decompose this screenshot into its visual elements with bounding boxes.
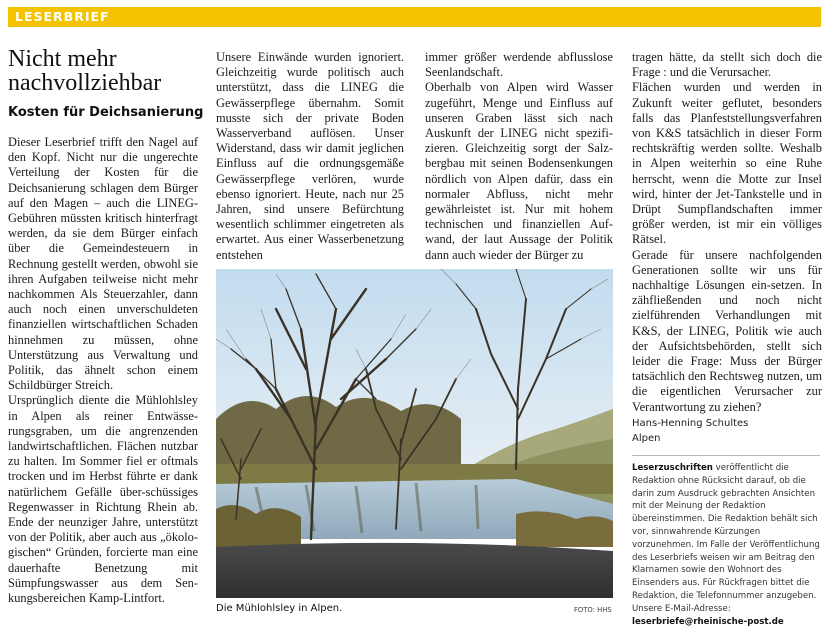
subheadline: Kosten für Deichsanierung <box>8 105 204 120</box>
notice-text: veröffentlicht die Redaktion ohne Rücksicht darauf, ob die darin zum Ausdruck gebrachten Ansichten mit der Meinung der Redaktion übereinstimmen. Die Redaktion behält sich vor, sinnwahrende Kürzungen vorzunehmen. Im Falle der Veröffentlichung des Leserbriefs weisen wir am Beitrag den Klarnamen sowie den Wohnort des Einsenders aus. Für Rückfragen bittet die Redaktion, die Telefonnummer anzugeben. Unsere E-Mail-Adresse: <box>632 463 820 614</box>
notice-lead: Leserzuschriften <box>632 463 713 473</box>
paragraph: Gerade für unsere nachfolgenden Generationen sollte wir uns für nachhaltige Lösungen ein-setzen. In zähfließenden und noch nicht zielführenden Verhandlungen mit K&S, der LINEG, Politik wie auch der Aufsichtsbehörden, stellt sich leider die Frage: Muss der Bürger tatsächlich den Rechtsweg nutzen, um die eigentlichen Verursacher zur Verantwortung zu ziehen? <box>632 247 822 414</box>
photo-caption: Die Mühlohlsley in Alpen. <box>216 603 343 614</box>
headline: Nicht mehr nachvollziehbar <box>8 46 162 96</box>
text-column-3 <box>425 50 613 263</box>
paragraph: Flächen wurden und werden in Zukunft weiter geflutet, besonders falls das Planfeststellungsverfahren von K&S tatsächlich in dieser Form rechtskräftig werden sollte. Weshalb in Alpen weiterhin so eine Ruhe herrscht, wenn die Motte zur Insel wird, hinter der Jet-Tankstelle und in Drüpt Sumpflandschaften immer größer werden, ist mir ein völliges Rätsel. <box>632 80 822 247</box>
section-banner <box>8 7 821 27</box>
paragraph: immer größer werdende abflusslose Seenlandschaft. <box>425 50 613 80</box>
article-photo <box>216 269 613 598</box>
text-column-2 <box>216 50 404 263</box>
paragraph: Oberhalb von Alpen wird Wasser zugeführt, Menge und Einfluss auf unseren Graben lässt sich nach Auskunft der LINEG nicht spezifizieren. Gleichzeitig sorgt der Salzbergbau mit seinen Bodensenkungen nördlich von Alpen dafür, dass ein normaler Abfluss, nicht mehr gewährleistet ist. Nur mit hohem technischen und finanziellen Aufwand, der laut Aussage der Politik dann auch wieder der Bürger zu <box>425 80 613 262</box>
email-address: leserbriefe@rheinische-post.de <box>632 616 784 627</box>
text-column-1 <box>8 135 198 606</box>
landscape-photo <box>216 269 613 598</box>
photo-credit: FOTO: HHS <box>574 606 612 614</box>
author-name: Hans-Henning Schultes <box>632 418 749 429</box>
divider <box>632 455 820 456</box>
author-signature <box>632 416 822 446</box>
author-location: Alpen <box>632 433 661 444</box>
section-label: LESERBRIEF <box>15 9 110 24</box>
paragraph: Ursprünglich diente die Mühlohlsley in Alpen als reiner Entwässerungsgraben, um die angrenzenden landwirtschaftlichen. Flächen nutzbar zu halten. Im Sommer fiel er oftmals trocken und im Herbst führte er dank natürlichem Gefälle über-schüssiges Regenwasser in Richtung Rhein ab. Ende der neunziger Jahre, unterstützt von der Politik, aber auch aus „ökologischen“ Gründen, forcierte man eine dauerhafte Benetzung mit Sümpfungswasser aus dem Senkungsbereichen Kamp-Lintfort. <box>8 393 198 606</box>
text-column-4 <box>632 50 822 415</box>
paragraph: Unsere Einwände wurden ignoriert. Gleichzeitig wurde politisch auch unterstützt, dass die LINEG die Gewässerpflege übernahm. Somit musste sich der private Boden Wasserverband auflösen. Unser Widerstand, dass wir damit jeglichen Einfluss auf die ordnungsgemäße Gewässerpflege verlören, wurde ebenso ignoriert. Heute, nach nur 25 Jahren, sind unsere Befürchtung wesentlich schlimmer eingetreten als erwartet. Aus einer Wasserbenetzung entstehen <box>216 50 404 262</box>
editorial-notice <box>632 462 822 628</box>
paragraph: Dieser Leserbrief trifft den Nagel auf den Kopf. Nicht nur die ungerechte Verteilung der Kosten für die Deichsanierung schlagen dem Bürger auf den Magen – auch die LINEG-Gebühren müssten kritisch hinterfragt werden, da sie dem Bürger einfach über die Gemeindesteuern in Rechnung gestellt werden, obwohl sie ihren Aufgaben teilweise nicht mehr nachkommen Als Steuerzahler, dann auch noch einen unverschuldeten finanziellen wirtschaftlichen Schaden hinnehmen zu müssen, ohne Unterstützung aus Verwaltung und Politik, das ähnelt schon einem Schildbürger Streich. <box>8 135 198 393</box>
paragraph: tragen hätte, da stellt sich doch die Frage : und die Verursacher. <box>632 50 822 80</box>
